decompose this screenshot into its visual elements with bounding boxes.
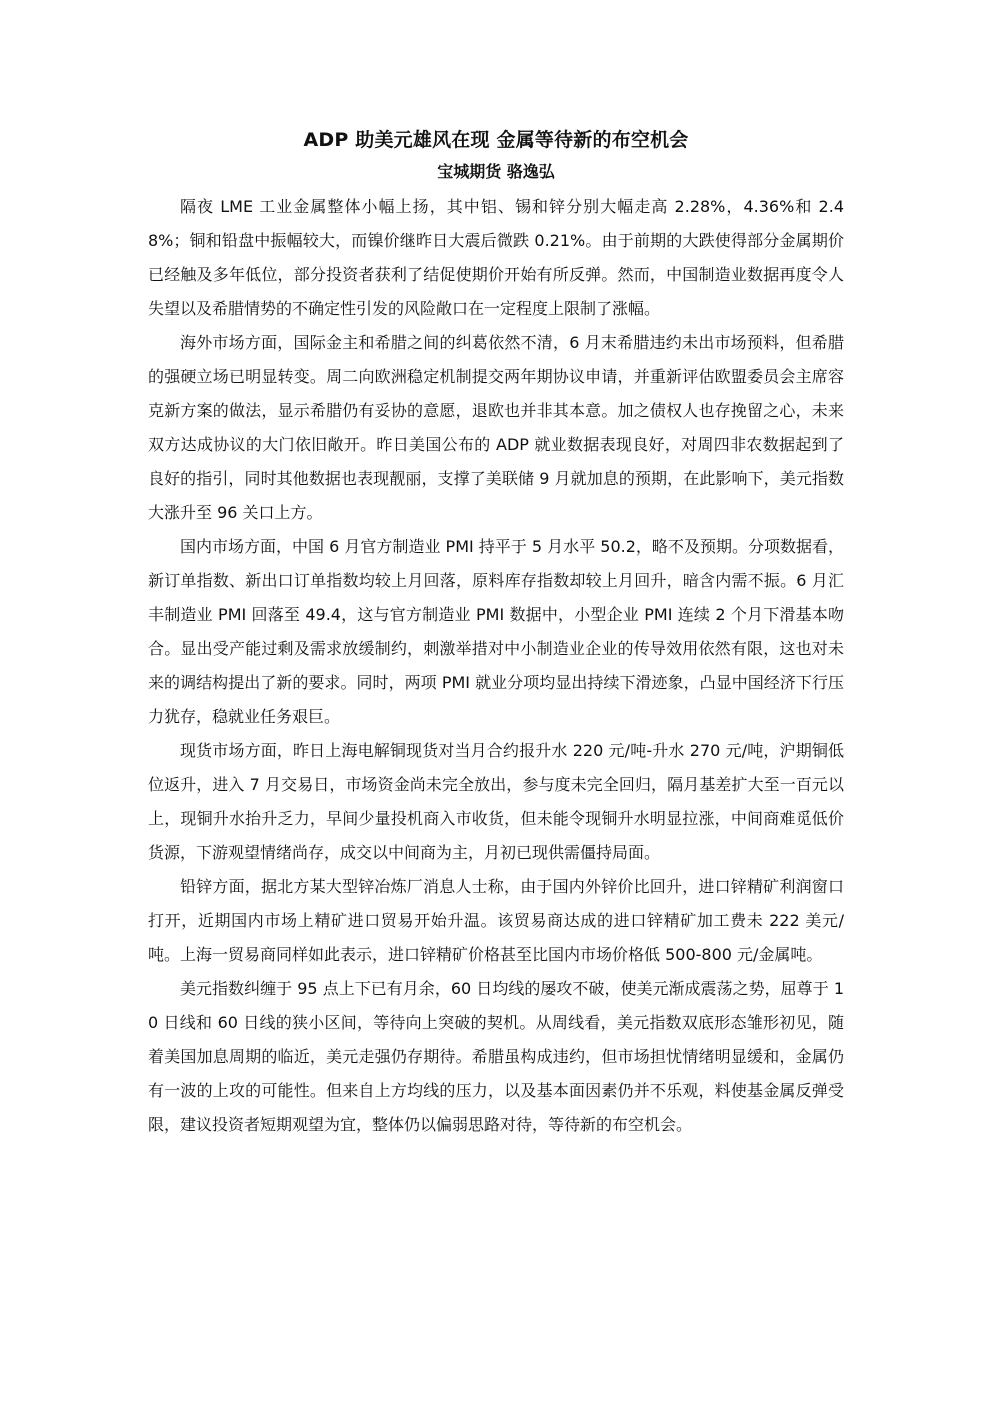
document-title: ADP 助美元雄风在现 金属等待新的布空机会: [303, 129, 689, 151]
paragraph-overnight-lme: 隔夜 LME 工业金属整体小幅上扬，其中铝、锡和锌分别大幅走高 2.28%，4.36%和 2.48%；铜和铅盘中振幅较大，而镍价继昨日大震后微跌 0.21%。由于前期的大跌使得部分金属期价已经触及多年低位，部分投资者获利了结促使期价开始有所反弹。然而，中国制造业数据再度令人失望以及希腊情势的不确定性引发的风险敞口在一定程度上限制了涨幅。: [148, 197, 844, 318]
document-body: [148, 124, 844, 1142]
paragraph-lead-zinc: 铅锌方面，据北方某大型锌冶炼厂消息人士称，由于国内外锌价比回升，进口锌精矿利润窗口打开，近期国内市场上精矿进口贸易开始升温。该贸易商达成的进口锌精矿加工费未 222 美元/吨。上海一贸易商同样如此表示，进口锌精矿价格甚至比国内市场价格低 500-800 元/金属吨。: [148, 877, 844, 964]
paragraph-domestic-market: 国内市场方面，中国 6 月官方制造业 PMI 持平于 5 月水平 50.2，略不及预期。分项数据看，新订单指数、新出口订单指数均较上月回落，原料库存指数却较上月回升，暗含内需不振。6 月汇丰制造业 PMI 回落至 49.4，这与官方制造业 PMI 数据中，小型企业 PMI 连续 2 个月下滑基本吻合。显出受产能过剩及需求放缓制约，刺激举措对中小制造业企业的传导效用依然有限，这也对未来的调结构提出了新的要求。同时，两项 PMI 就业分项均显出持续下滑迹象，凸显中国经济下行压力犹存，稳就业任务艰巨。: [148, 537, 844, 726]
paragraph-overseas-market: 海外市场方面，国际金主和希腊之间的纠葛依然不清，6 月末希腊违约未出市场预料，但希腊的强硬立场已明显转变。周二向欧洲稳定机制提交两年期协议申请，并重新评估欧盟委员会主席容克新方案的做法，显示希腊仍有妥协的意愿，退欧也并非其本意。加之债权人也存挽留之心，未来双方达成协议的大门依旧敞开。昨日美国公布的 ADP 就业数据表现良好，对周四非农数据起到了良好的指引，同时其他数据也表现靓丽，支撑了美联储 9 月就加息的预期，在此影响下，美元指数大涨升至 96 关口上方。: [148, 333, 844, 522]
paragraph-spot-market: 现货市场方面，昨日上海电解铜现货对当月合约报升水 220 元/吨-升水 270 元/吨，沪期铜低位返升，进入 7 月交易日，市场资金尚未完全放出，参与度未完全回归，隔月基差扩大至一百元以上，现铜升水抬升乏力，早间少量投机商入市收货，但未能令现铜升水明显拉涨，中间商难觅低价货源，下游观望情绪尚存，成交以中间商为主，月初已现供需僵持局面。: [148, 741, 844, 862]
paragraph-dollar-index: 美元指数纠缠于 95 点上下已有月余，60 日均线的屡攻不破，使美元渐成震荡之势，屈尊于 10 日线和 60 日线的狭小区间，等待向上突破的契机。从周线看，美元指数双底形态雏形初见，随着美国加息周期的临近，美元走强仍存期待。希腊虽构成违约，但市场担忧情绪明显缓和，金属仍有一波的上攻的可能性。但来自上方均线的压力，以及基本面因素仍并不乐观，料使基金属反弹受限，建议投资者短期观望为宜，整体仍以偏弱思路对待，等待新的布空机会。: [148, 979, 844, 1134]
document-author: 宝城期货 骆逸弘: [437, 162, 555, 181]
